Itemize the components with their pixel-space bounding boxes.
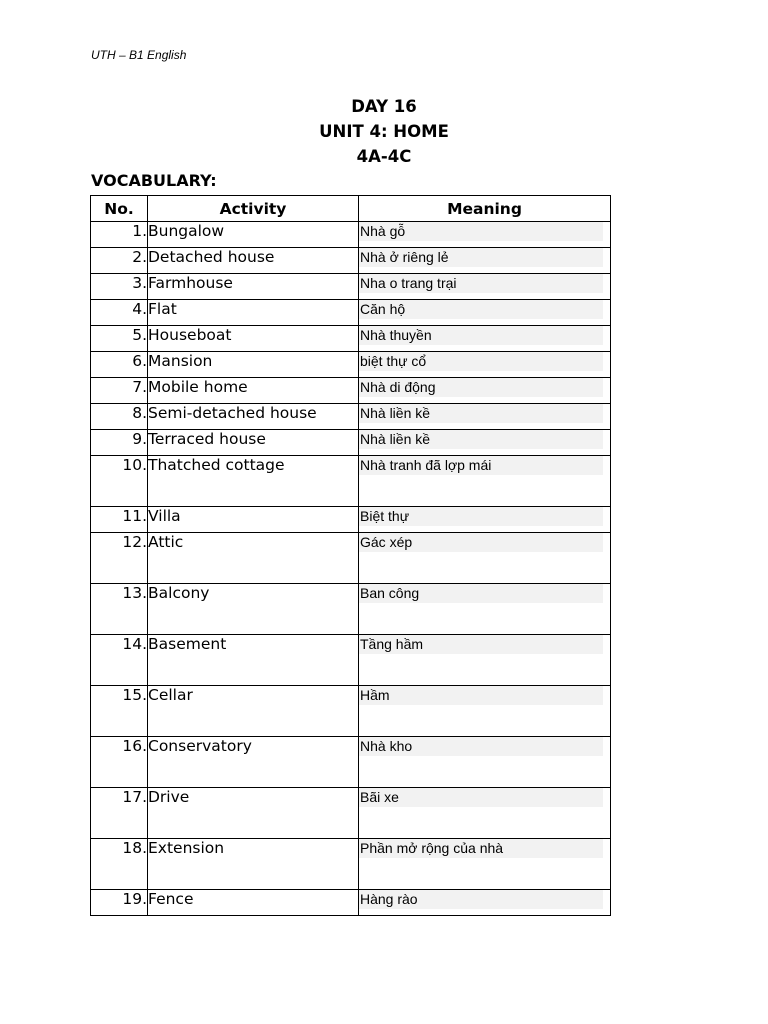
row-meaning: Căn hộ <box>359 300 603 319</box>
row-activity: Detached house <box>148 248 359 274</box>
table-row <box>91 584 611 635</box>
row-meaning: Nhà liền kề <box>359 404 603 423</box>
row-number: 17. <box>91 788 148 839</box>
row-activity: Extension <box>148 839 359 890</box>
row-number: 7. <box>91 378 148 404</box>
row-meaning-cell <box>359 737 611 788</box>
table-header-row <box>91 196 611 222</box>
row-number: 8. <box>91 404 148 430</box>
table-row <box>91 326 611 352</box>
row-activity: Fence <box>148 890 359 916</box>
row-meaning-cell <box>359 378 611 404</box>
row-number: 16. <box>91 737 148 788</box>
column-header-no: No. <box>91 196 148 222</box>
table-row <box>91 274 611 300</box>
row-activity: Mobile home <box>148 378 359 404</box>
row-number: 4. <box>91 300 148 326</box>
row-meaning: Hàng rào <box>359 890 603 909</box>
row-activity: Houseboat <box>148 326 359 352</box>
row-meaning: Nha o trang trại <box>359 274 603 293</box>
row-activity: Bungalow <box>148 222 359 248</box>
table-row <box>91 890 611 916</box>
row-meaning: Nhà di động <box>359 378 603 397</box>
header-note: UTH – B1 English <box>91 48 187 62</box>
row-meaning-cell <box>359 404 611 430</box>
row-meaning-cell <box>359 507 611 533</box>
row-number: 15. <box>91 686 148 737</box>
row-activity: Flat <box>148 300 359 326</box>
table-row <box>91 533 611 584</box>
table-row <box>91 378 611 404</box>
table-row <box>91 404 611 430</box>
row-meaning: Nhà tranh đã lợp mái <box>359 456 603 475</box>
row-number: 2. <box>91 248 148 274</box>
row-number: 19. <box>91 890 148 916</box>
row-activity: Farmhouse <box>148 274 359 300</box>
row-number: 6. <box>91 352 148 378</box>
table-row <box>91 686 611 737</box>
section-heading: VOCABULARY: <box>91 171 217 190</box>
row-activity: Mansion <box>148 352 359 378</box>
row-meaning: Nhà kho <box>359 737 603 756</box>
row-meaning: Gác xép <box>359 533 603 552</box>
row-meaning: Nhà ở riêng lẻ <box>359 248 603 267</box>
title-day: DAY 16 <box>351 97 417 116</box>
row-activity: Balcony <box>148 584 359 635</box>
table-row <box>91 456 611 507</box>
title-unit: UNIT 4: HOME <box>319 122 449 141</box>
row-meaning-cell <box>359 222 611 248</box>
row-meaning-cell <box>359 686 611 737</box>
row-number: 14. <box>91 635 148 686</box>
row-meaning-cell <box>359 456 611 507</box>
row-meaning: Biệt thự <box>359 507 603 526</box>
row-meaning: Nhà gỗ <box>359 222 603 241</box>
row-meaning: Phần mở rộng của nhà <box>359 839 603 858</box>
row-activity: Drive <box>148 788 359 839</box>
row-meaning-cell <box>359 430 611 456</box>
row-activity: Attic <box>148 533 359 584</box>
row-activity: Basement <box>148 635 359 686</box>
row-meaning: Nhà thuyền <box>359 326 603 345</box>
row-meaning-cell <box>359 352 611 378</box>
row-meaning-cell <box>359 533 611 584</box>
row-meaning-cell <box>359 584 611 635</box>
table-row <box>91 300 611 326</box>
row-meaning-cell <box>359 890 611 916</box>
row-meaning: Tầng hầm <box>359 635 603 654</box>
vocabulary-table <box>90 195 611 916</box>
row-number: 1. <box>91 222 148 248</box>
row-number: 12. <box>91 533 148 584</box>
row-number: 13. <box>91 584 148 635</box>
row-meaning-cell <box>359 635 611 686</box>
table-row <box>91 352 611 378</box>
row-activity: Villa <box>148 507 359 533</box>
table-row <box>91 635 611 686</box>
row-number: 3. <box>91 274 148 300</box>
table-row <box>91 737 611 788</box>
column-header-meaning: Meaning <box>359 196 611 222</box>
title-block <box>0 94 768 169</box>
row-meaning-cell <box>359 274 611 300</box>
row-activity: Semi-detached house <box>148 404 359 430</box>
row-activity: Terraced house <box>148 430 359 456</box>
row-meaning: Hầm <box>359 686 603 705</box>
table-row <box>91 430 611 456</box>
table-row <box>91 788 611 839</box>
table-row <box>91 222 611 248</box>
row-number: 9. <box>91 430 148 456</box>
row-meaning-cell <box>359 839 611 890</box>
row-meaning-cell <box>359 248 611 274</box>
row-meaning-cell <box>359 300 611 326</box>
row-activity: Thatched cottage <box>148 456 359 507</box>
row-meaning: biệt thự cổ <box>359 352 603 371</box>
title-lessons: 4A-4C <box>356 147 412 166</box>
table-row <box>91 248 611 274</box>
row-meaning: Bãi xe <box>359 788 603 807</box>
row-number: 10. <box>91 456 148 507</box>
row-meaning: Ban công <box>359 584 603 603</box>
column-header-activity: Activity <box>148 196 359 222</box>
table-row <box>91 507 611 533</box>
row-number: 11. <box>91 507 148 533</box>
row-meaning-cell <box>359 326 611 352</box>
row-number: 5. <box>91 326 148 352</box>
table-row <box>91 839 611 890</box>
row-activity: Cellar <box>148 686 359 737</box>
row-activity: Conservatory <box>148 737 359 788</box>
row-meaning-cell <box>359 788 611 839</box>
row-meaning: Nhà liền kề <box>359 430 603 449</box>
row-number: 18. <box>91 839 148 890</box>
